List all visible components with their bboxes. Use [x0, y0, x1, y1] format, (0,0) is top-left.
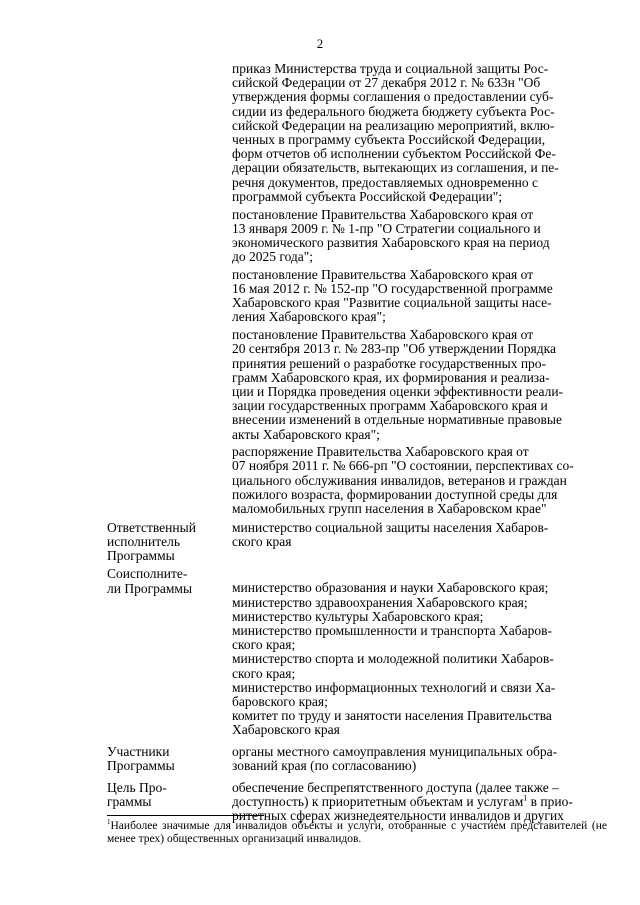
text-line: программой субъекта Российской Федерации";: [232, 188, 503, 204]
text-line: ского края;: [232, 637, 296, 653]
text-line: акты Хабаровского края";: [232, 426, 380, 442]
text-line: ченных в программу субъекта Российской Федерации,: [232, 132, 546, 148]
text-line: министерство спорта и молодежной политики Хабаров-: [232, 651, 554, 667]
text-line: внесении изменений в отдельные нормативные правовые: [232, 412, 562, 428]
text-line: ции и Порядка проведения оценки эффективности реали-: [232, 383, 564, 399]
program-passport-table: [107, 62, 607, 827]
text-line: постановление Правительства Хабаровского края от: [232, 206, 534, 222]
text-line: сидии из федерального бюджета бюджету субъекта Рос-: [232, 103, 555, 119]
text-line: форм отчетов об исполнении субъектом Российской Фе-: [232, 146, 556, 162]
label-line: Программы: [107, 548, 175, 564]
legal-document-item: [232, 328, 607, 442]
footnote-ref: 1: [523, 793, 528, 803]
text-line: 16 мая 2012 г. № 152-пр "О государственной программе: [232, 281, 553, 297]
text-line: Хабаровского края: [232, 722, 340, 738]
co-executors-list: [232, 567, 607, 740]
footnote-text: Наиболее значимые для инвалидов объекты и услуги, отобранные с участием представителей (не менее трех) общественных организаций инвалидов.: [107, 820, 607, 845]
co-executors-label: [107, 567, 232, 740]
text-line: Хабаровского края "Развитие социальной защиты насе-: [232, 295, 552, 311]
label-line: Программы: [107, 757, 175, 773]
text-line: министерство промышленности и транспорта Хабаров-: [232, 623, 552, 639]
legal-basis-row: [107, 62, 607, 520]
text-line: ского края;: [232, 665, 296, 681]
text-segment: доступность) к приоритетным объектам и услугам: [232, 793, 524, 809]
text-line: дерации обязательств, вытекающих из соглашения, и пе-: [232, 160, 559, 176]
footnote-marker: 1: [107, 818, 111, 827]
page-number: 2: [316, 36, 324, 51]
legal-document-item: [232, 62, 607, 204]
text-line: утверждения формы соглашения о предоставлении суб-: [232, 89, 554, 105]
legal-basis-content: [232, 62, 607, 520]
text-line: пожилого возраста, формировании доступной среды для: [232, 486, 558, 502]
text-segment: в прио-: [527, 793, 573, 809]
goal-text: [232, 781, 607, 824]
label-line: исполнитель: [107, 534, 180, 549]
footnote: [107, 820, 607, 845]
responsible-executor-label: [107, 521, 232, 564]
text-line: до 2025 года";: [232, 249, 314, 265]
co-executor-item: [232, 610, 607, 624]
text-line: принятия решений о разработке государственных про-: [232, 355, 547, 371]
legal-basis-label: [107, 62, 232, 520]
label-line: Ответственный: [107, 519, 196, 535]
text-line: [232, 795, 607, 809]
co-executor-item: [232, 624, 607, 652]
text-line: приказ Министерства труда и социальной защиты Рос-: [232, 61, 549, 76]
text-line: комитет по труду и занятости населения Правительства: [232, 708, 552, 724]
label-line: Соисполните-: [107, 566, 188, 582]
text-line: маломобильных групп населения в Хабаровском крае": [232, 501, 547, 517]
text-line: сийской Федерации от 27 декабря 2012 г. № 633н "Об: [232, 75, 541, 91]
text-line: 07 ноября 2011 г. № 666-рп "О состоянии, перспективах со-: [232, 458, 574, 474]
text-line: министерство социальной защиты населения Хабаров-: [232, 519, 549, 535]
co-executor-item: [232, 709, 607, 737]
legal-document-item: [232, 268, 607, 325]
text-line: сийской Федерации на реализацию мероприятий, вклю-: [232, 117, 555, 133]
text-line: зований края (по согласованию): [232, 757, 417, 773]
label-line: Участники: [107, 743, 170, 759]
text-line: экономического развития Хабаровского края на период: [232, 234, 550, 250]
text-line: ритетных сферах жизнедеятельности инвалидов и других: [232, 807, 564, 823]
legal-document-item: [232, 445, 607, 516]
responsible-executor-row: [107, 521, 607, 564]
text-line: ского края: [232, 534, 292, 549]
responsible-executor-value: [232, 521, 607, 564]
text-line: министерство здравоохранения Хабаровского края;: [232, 594, 528, 610]
text-line: министерство культуры Хабаровского края;: [232, 608, 484, 624]
footnote-divider: [107, 815, 264, 816]
text-line: постановление Правительства Хабаровского края от: [232, 327, 534, 343]
text-line: министерство информационных технологий и связи Ха-: [232, 679, 556, 695]
co-executors-row: [107, 567, 607, 740]
co-executor-item: [232, 596, 607, 610]
text-line: 20 сентября 2013 г. № 283-пр "Об утверждении Порядка: [232, 341, 556, 357]
text-line: 13 января 2009 г. № 1-пр "О Стратегии социального и: [232, 220, 541, 236]
text-line: циального обслуживания инвалидов, ветеранов и граждан: [232, 472, 567, 488]
text-line: баровского края;: [232, 694, 328, 710]
co-executor-item: [232, 581, 607, 595]
text-line: обеспечение беспрепятственного доступа (далее также –: [232, 779, 559, 795]
text-line: органы местного самоуправления муниципальных обра-: [232, 743, 558, 759]
label-line: граммы: [107, 793, 152, 809]
participants-label: [107, 745, 232, 777]
text-line: ления Хабаровского края";: [232, 309, 386, 325]
participants-row: [107, 745, 607, 777]
text-line: грамм Хабаровского края, их формирования и реализа-: [232, 369, 550, 385]
label-line: ли Программы: [107, 580, 193, 596]
label-line: Цель Про-: [107, 779, 167, 795]
participants-value: [232, 745, 607, 777]
participants-text: [232, 745, 607, 773]
text-line: постановление Правительства Хабаровского края от: [232, 266, 534, 282]
text-line: речня документов, предоставляемых одновременно с: [232, 174, 539, 190]
text-line: зации государственных программ Хабаровского края и: [232, 398, 548, 414]
text-line: распоряжение Правительства Хабаровского края от: [232, 444, 529, 460]
text-line: министерство образования и науки Хабаровского края;: [232, 580, 549, 596]
responsible-executor-text: [232, 521, 607, 549]
co-executor-item: [232, 681, 607, 709]
co-executor-item: [232, 652, 607, 680]
legal-document-item: [232, 208, 607, 265]
